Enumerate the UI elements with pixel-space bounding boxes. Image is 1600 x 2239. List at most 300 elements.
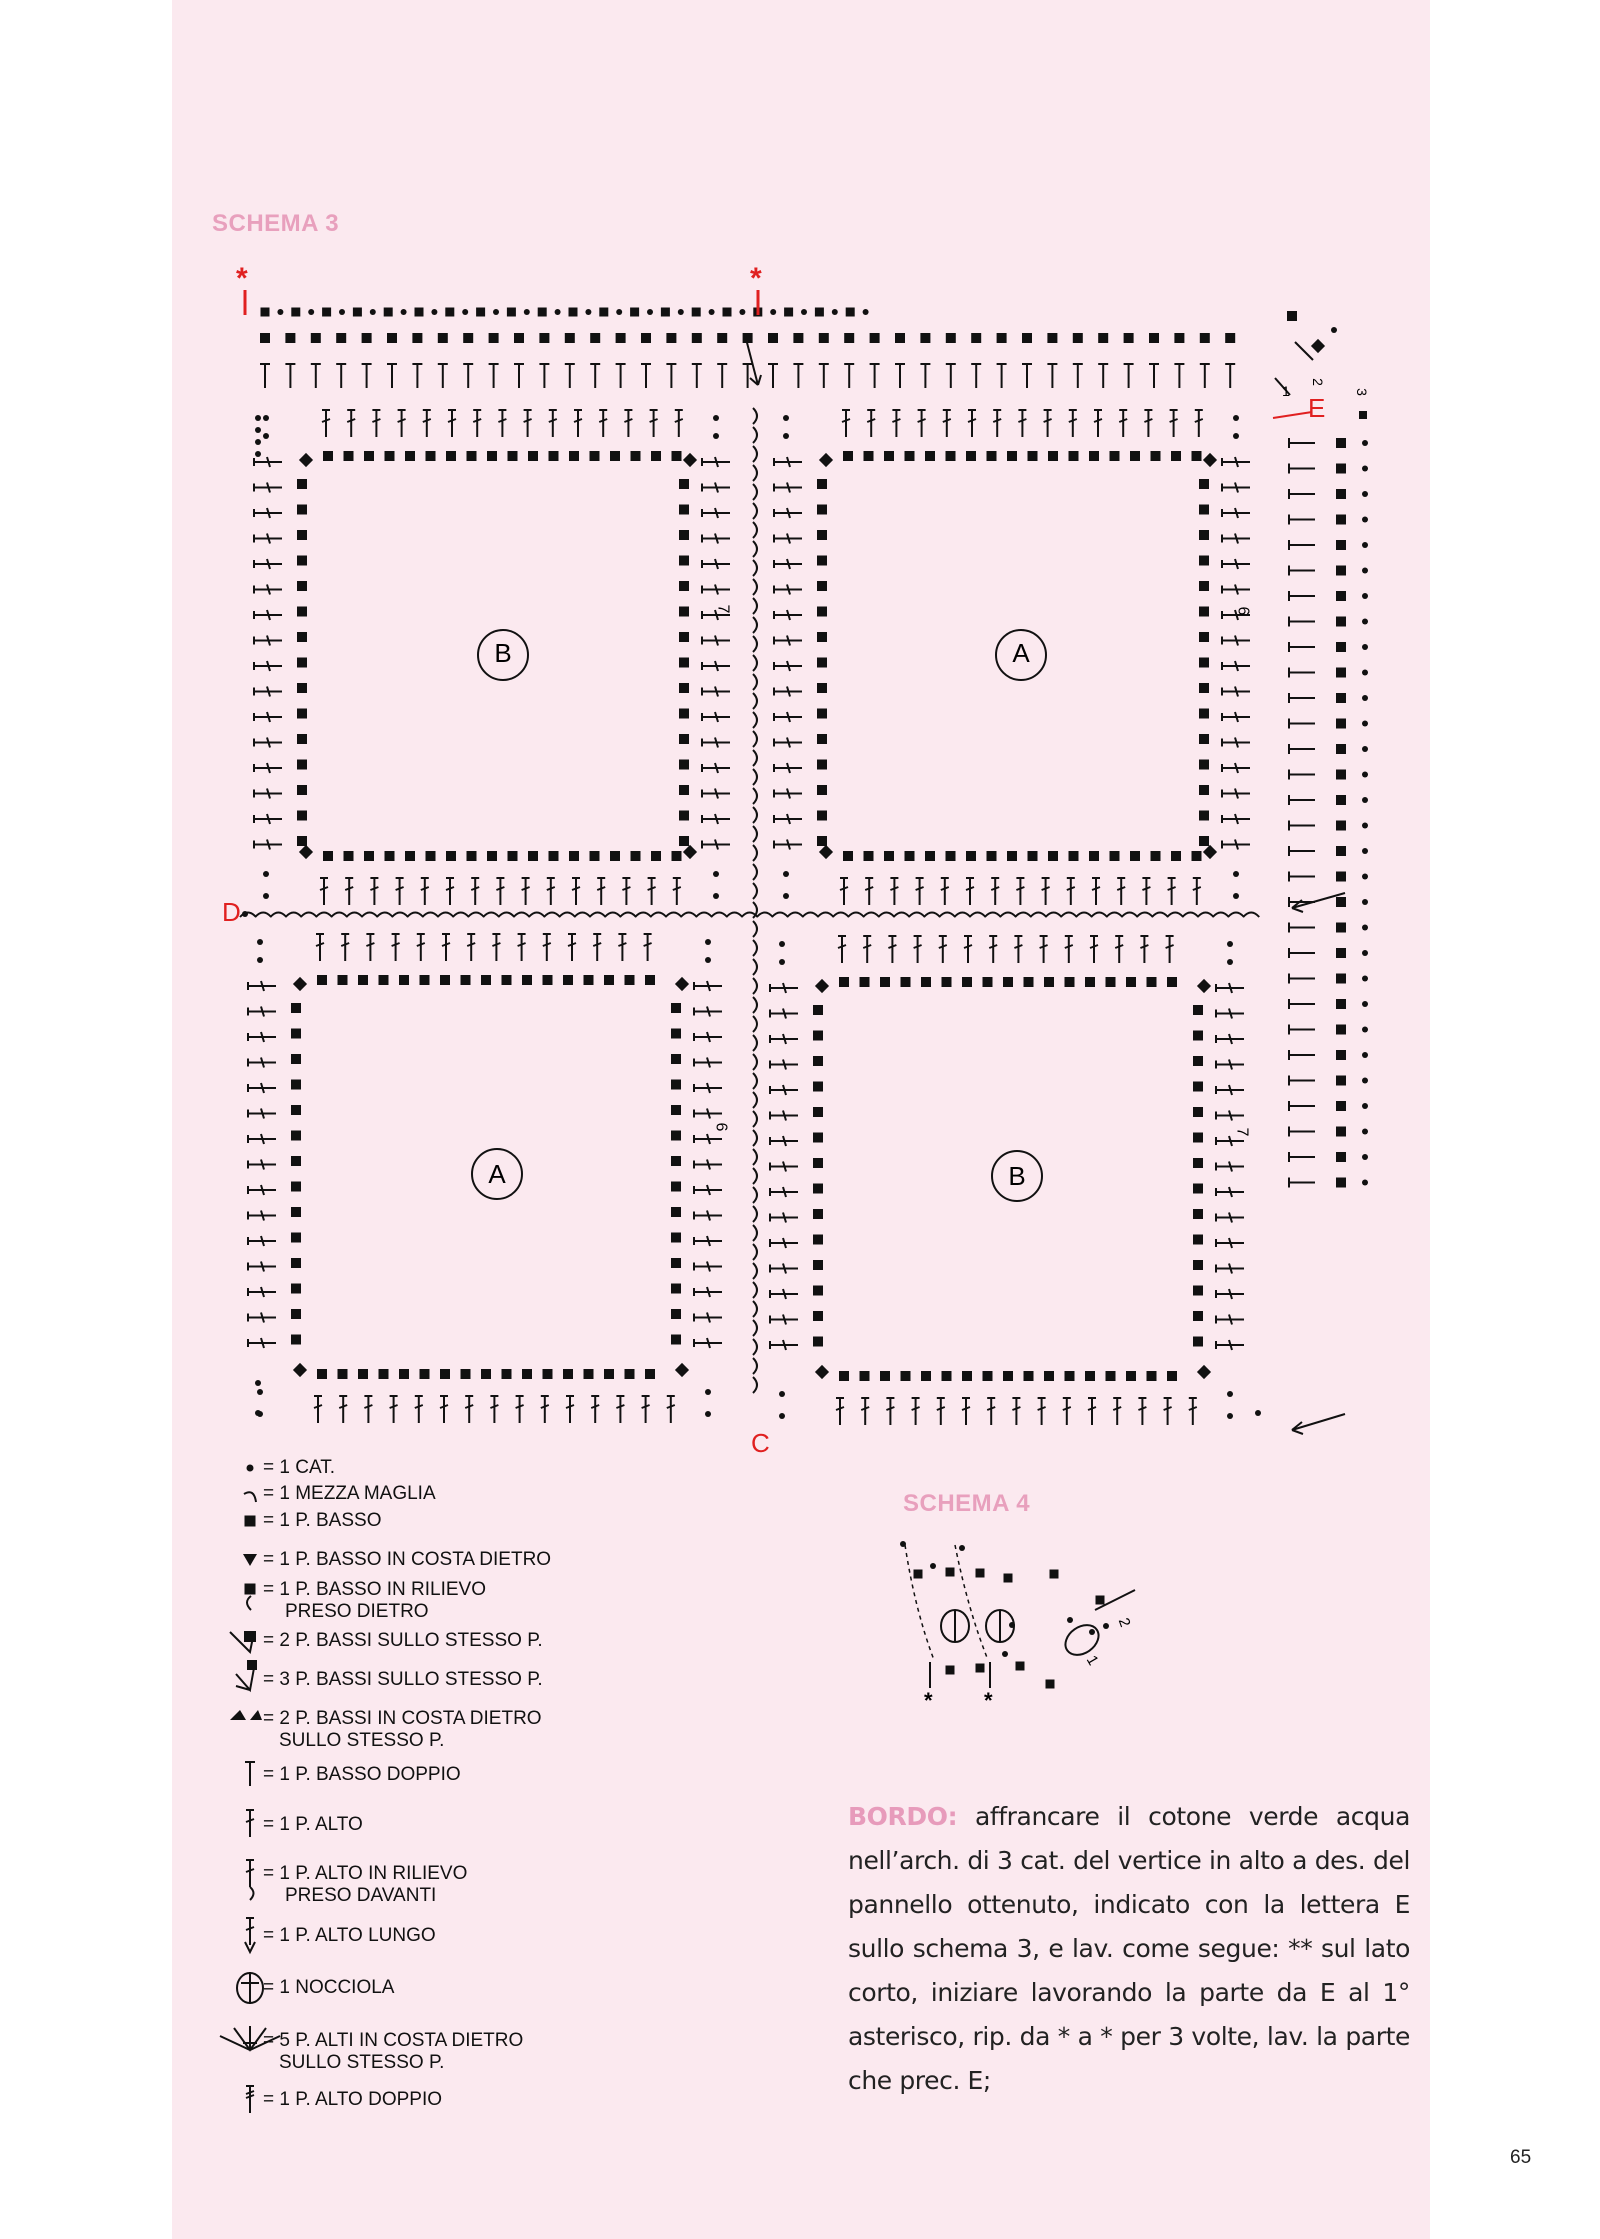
sc-square <box>987 851 997 861</box>
sc-square <box>297 658 307 668</box>
legend-item-two-back-loop-sc: = 2 P. BASSI IN COSTA DIETRO SULLO STESSO P. <box>263 1708 542 1751</box>
sc-square <box>1124 333 1134 343</box>
slip-stitch-arc-v <box>753 655 757 671</box>
sc-square <box>817 607 827 617</box>
legend-item-single-crochet: = 1 P. BASSO <box>263 1510 382 1531</box>
slip-stitch-arc <box>422 913 438 918</box>
dc-cross <box>918 419 926 422</box>
slip-stitch-arc <box>1106 913 1122 918</box>
hdc-symbol <box>997 364 1007 388</box>
dc-symbol <box>1069 410 1077 437</box>
sc-square <box>1130 851 1140 861</box>
dc-symbol <box>1040 936 1048 963</box>
dc-cross <box>648 887 656 890</box>
chain-dot <box>832 309 838 315</box>
hdc-symbol-h <box>1289 770 1315 780</box>
sc-square <box>1028 851 1038 861</box>
sc-square <box>1336 1152 1346 1162</box>
legend-front-post-hook <box>250 1887 254 1900</box>
sc-square <box>813 1031 823 1041</box>
sc-square <box>1336 1050 1346 1060</box>
dc-symbol-h <box>1216 1060 1244 1070</box>
chain-dot <box>705 957 711 963</box>
sc-square <box>549 851 559 861</box>
dc-cross <box>549 419 557 422</box>
hdc-symbol-h <box>1289 1025 1315 1035</box>
sc-square <box>671 1131 681 1141</box>
sc-square <box>1193 1056 1203 1066</box>
dc-symbol <box>246 1918 254 1945</box>
dc-symbol <box>1195 410 1203 437</box>
sc-square <box>671 1309 681 1319</box>
sc-square <box>723 308 732 317</box>
sc-square <box>860 977 870 987</box>
dc-symbol-h <box>770 1034 798 1044</box>
chain-dot <box>1362 644 1368 650</box>
slip-stitch-arc <box>559 913 575 918</box>
hdc-symbol-h <box>1289 617 1315 627</box>
sc-square <box>1199 785 1209 795</box>
sc-square <box>336 333 346 343</box>
dc-symbol-h <box>702 534 730 544</box>
dc-symbol-h <box>702 814 730 824</box>
dc-cross <box>1038 1407 1046 1410</box>
dc-cross <box>1170 419 1178 422</box>
dc-cross <box>541 1405 549 1408</box>
sc-square <box>813 1056 823 1066</box>
legend-item-long-dc: = 1 P. ALTO LUNGO <box>263 1925 436 1946</box>
direction-arrow <box>1292 1414 1345 1430</box>
dc-cross <box>675 419 683 422</box>
slip-stitch-arc-v <box>753 978 757 994</box>
sc-square <box>1199 479 1209 489</box>
sc-square <box>1106 1371 1116 1381</box>
hdc-symbol-h <box>1289 566 1315 576</box>
sc-square <box>1106 977 1116 987</box>
slip-stitch-arc <box>286 913 302 918</box>
sc-square <box>338 975 348 985</box>
sc-square <box>1151 851 1161 861</box>
dc-symbol <box>648 878 656 905</box>
hdc-symbol-h <box>1289 1076 1315 1086</box>
sc-square <box>487 451 497 461</box>
sc-square <box>679 683 689 693</box>
dc-symbol <box>1042 878 1050 905</box>
sc-square <box>297 734 307 744</box>
hdc-symbol <box>311 364 321 388</box>
dc-symbol-h <box>1216 1315 1244 1325</box>
sc-square <box>1336 1076 1346 1086</box>
dc-cross <box>591 1405 599 1408</box>
chain-dot <box>1233 433 1239 439</box>
dc-cross <box>421 887 429 890</box>
dc-symbol-h <box>1216 1340 1244 1350</box>
sc-square <box>971 333 981 343</box>
dc-symbol <box>316 934 324 961</box>
chain-dot <box>779 1391 785 1397</box>
slip-stitch-arc <box>954 913 970 918</box>
asterisk-marker-1: * <box>236 262 248 295</box>
dc-symbol-h <box>254 687 282 697</box>
dc-symbol-h <box>1222 814 1250 824</box>
sc-square <box>884 451 894 461</box>
sc-square <box>1199 683 1209 693</box>
dc-symbol <box>446 878 454 905</box>
sc-square <box>895 333 905 343</box>
dc-symbol <box>246 2086 254 2113</box>
dc-symbol-h <box>248 1083 276 1093</box>
sc-square <box>481 975 491 985</box>
legend-three-sc-square <box>247 1660 257 1670</box>
sc-square <box>291 1284 301 1294</box>
sc-square <box>813 1209 823 1219</box>
sc-square <box>671 1054 681 1064</box>
sc-square <box>671 1233 681 1243</box>
dc-symbol <box>496 878 504 905</box>
sc-square <box>1130 451 1140 461</box>
slip-stitch-arc-v <box>753 1073 757 1089</box>
sc-square <box>461 975 471 985</box>
slip-stitch-arc-v <box>753 1035 757 1051</box>
dc-symbol-h <box>770 1060 798 1070</box>
dc-cross <box>1016 887 1024 890</box>
slip-stitch-arc <box>1167 913 1183 918</box>
hdc-symbol-h <box>1289 974 1315 984</box>
sc-square <box>1028 451 1038 461</box>
dc-cross <box>364 1405 372 1408</box>
slip-stitch-arc <box>1213 913 1229 918</box>
hdc-symbol <box>920 364 930 388</box>
dc-symbol <box>572 878 580 905</box>
sc-square <box>508 451 518 461</box>
slip-stitch-arc <box>590 913 606 918</box>
chain-dot <box>255 451 261 457</box>
slip-stitch-arc-v <box>753 674 757 690</box>
dc-cross <box>316 943 324 946</box>
dc-symbol <box>840 878 848 905</box>
dc-cross <box>490 1405 498 1408</box>
sc-square <box>717 333 727 343</box>
chain-dot <box>247 1465 254 1472</box>
dc-cross <box>498 419 506 422</box>
dc-symbol <box>1092 878 1100 905</box>
hdc-symbol <box>590 364 600 388</box>
dc-cross <box>650 419 658 422</box>
dc-cross <box>890 887 898 890</box>
dc-cross <box>366 943 374 946</box>
sc-square <box>1199 734 1209 744</box>
dashed-guide <box>905 1545 988 1660</box>
sc-square <box>671 1105 681 1115</box>
slip-stitch-arc-v <box>753 1358 757 1374</box>
sc-square <box>817 811 827 821</box>
dc-symbol-h <box>774 763 802 773</box>
sc-square <box>1336 872 1346 882</box>
sc-square <box>297 785 307 795</box>
chain-dot <box>585 309 591 315</box>
dc-symbol-h <box>774 559 802 569</box>
sc-square <box>543 975 553 985</box>
sc-square <box>817 836 827 846</box>
dc-symbol-h <box>694 1338 722 1348</box>
sc-square <box>1192 851 1202 861</box>
sc-square <box>1336 744 1346 754</box>
dc-symbol <box>322 410 330 437</box>
hdc-symbol-h <box>1289 719 1315 729</box>
sc-square <box>358 975 368 985</box>
slip-stitch-arc <box>270 913 286 918</box>
sc-square <box>671 1284 681 1294</box>
sc-square <box>813 1286 823 1296</box>
sc-square <box>297 836 307 846</box>
dc-symbol <box>490 1396 498 1423</box>
sc-square <box>946 451 956 461</box>
sc-square <box>1193 1107 1203 1117</box>
legend-item-treble: = 1 P. ALTO DOPPIO <box>263 2089 443 2110</box>
sc-square <box>819 333 829 343</box>
dc-cross <box>993 419 1001 422</box>
dc-symbol-h <box>774 610 802 620</box>
dc-symbol <box>1193 878 1201 905</box>
dc-symbol <box>863 936 871 963</box>
sc-square <box>672 851 682 861</box>
schema4-asterisk-2: * <box>984 1688 993 1713</box>
dc-symbol <box>1164 1398 1172 1425</box>
sc-square <box>1336 1101 1346 1111</box>
hdc-symbol <box>971 364 981 388</box>
dc-cross <box>246 1869 254 1872</box>
dc-symbol-h <box>694 1058 722 1068</box>
sc-square <box>1193 1311 1203 1321</box>
dc-symbol-h <box>694 1109 722 1119</box>
sc-square <box>817 632 827 642</box>
slip-stitch-arc-v <box>753 1016 757 1032</box>
chain-dot <box>1362 568 1368 574</box>
sc-square <box>405 851 415 861</box>
chain-dot <box>770 309 776 315</box>
slip-stitch-arc <box>818 913 834 918</box>
hdc-symbol-h <box>1289 821 1315 831</box>
dc-symbol-h <box>254 814 282 824</box>
chain-dot <box>783 893 789 899</box>
sc-square <box>412 333 422 343</box>
dc-symbol <box>593 934 601 961</box>
slip-stitch-arc-v <box>753 997 757 1013</box>
sc-square <box>1193 1209 1203 1219</box>
hdc-symbol-h <box>1289 668 1315 678</box>
dc-cross <box>1138 1407 1146 1410</box>
sc-square <box>962 977 972 987</box>
hdc-symbol-h <box>1289 693 1315 703</box>
dc-symbol-h <box>1216 1187 1244 1197</box>
dc-cross <box>423 419 431 422</box>
dc-cross <box>1012 1407 1020 1410</box>
sc-square <box>1004 1574 1013 1583</box>
slip-stitch-arc <box>635 913 651 918</box>
dc-symbol-h <box>774 789 802 799</box>
sc-square <box>768 333 778 343</box>
dc-cross <box>644 943 652 946</box>
dc-symbol-h <box>694 981 722 991</box>
sc-square <box>590 451 600 461</box>
slip-stitch-arc <box>301 913 317 918</box>
dc-symbol <box>941 878 949 905</box>
chain-dot <box>713 893 719 899</box>
row-number-6-top: 6 <box>1234 606 1252 616</box>
hdc-symbol-h <box>1289 540 1315 550</box>
sc-square <box>364 851 374 861</box>
dc-symbol <box>991 878 999 905</box>
slip-stitch-arc-v <box>753 1130 757 1146</box>
chain-dot <box>616 309 622 315</box>
sc-square <box>1199 505 1209 515</box>
sc-square <box>914 1570 923 1579</box>
chain-dot <box>524 309 530 315</box>
dc-cross <box>916 887 924 890</box>
chain-dot <box>705 1389 711 1395</box>
dc-symbol <box>524 410 532 437</box>
dc-symbol-h <box>254 840 282 850</box>
slip-stitch-arc-v <box>753 522 757 538</box>
sc-square <box>813 1184 823 1194</box>
sc-square <box>399 1369 409 1379</box>
sc-square <box>297 530 307 540</box>
sc-square <box>616 333 626 343</box>
sc-square <box>1003 1371 1013 1381</box>
sc-square <box>870 333 880 343</box>
sc-square <box>817 556 827 566</box>
sc-square <box>1069 451 1079 461</box>
dc-symbol-h <box>254 457 282 467</box>
chain-dot <box>1331 327 1337 333</box>
hdc-symbol <box>692 364 702 388</box>
chain-dot <box>678 309 684 315</box>
sc-square <box>793 333 803 343</box>
dc-symbol-h <box>248 1160 276 1170</box>
dc-cross <box>962 1407 970 1410</box>
sc-square <box>604 1369 614 1379</box>
dc-symbol <box>836 1398 844 1425</box>
dc-symbol <box>865 878 873 905</box>
hdc-symbol <box>793 364 803 388</box>
dc-symbol <box>842 410 850 437</box>
sc-square <box>1199 658 1209 668</box>
dc-symbol <box>339 1396 347 1423</box>
dc-symbol <box>624 410 632 437</box>
sc-square <box>1085 977 1095 987</box>
dc-symbol <box>440 1396 448 1423</box>
sc-square <box>679 505 689 515</box>
sc-square <box>679 760 689 770</box>
slip-stitch-arc-v <box>753 579 757 595</box>
dc-symbol <box>549 410 557 437</box>
chain-dot <box>263 415 269 421</box>
dc-symbol <box>599 410 607 437</box>
dc-cross <box>1018 419 1026 422</box>
dc-symbol <box>616 1396 624 1423</box>
slip-stitch-arc <box>1061 913 1077 918</box>
dc-cross <box>1092 887 1100 890</box>
sc-square <box>679 836 689 846</box>
slip-stitch-arc <box>438 913 454 918</box>
sc-square <box>1089 451 1099 461</box>
schema-4-chart <box>900 1541 1135 1689</box>
sc-square <box>291 1258 301 1268</box>
dc-symbol-h <box>254 712 282 722</box>
dc-symbol <box>415 1396 423 1423</box>
slip-stitch-arc-v <box>753 1187 757 1203</box>
dc-symbol-h <box>694 1032 722 1042</box>
dc-symbol-h <box>770 1238 798 1248</box>
hdc-symbol <box>1149 364 1159 388</box>
sc-square <box>1089 851 1099 861</box>
legend-item-half-double: = 1 P. BASSO DOPPIO <box>263 1764 461 1785</box>
sc-square <box>563 1369 573 1379</box>
sc-square <box>1171 851 1181 861</box>
schema-4-title: SCHEMA 4 <box>903 1490 1031 1517</box>
dc-symbol <box>417 934 425 961</box>
dc-cross <box>345 887 353 890</box>
sc-square <box>528 451 538 461</box>
sc-square <box>1199 709 1209 719</box>
chain-dot <box>1362 542 1368 548</box>
hdc-symbol <box>1022 364 1032 388</box>
slip-stitch-arc <box>909 913 925 918</box>
dc-symbol <box>912 1398 920 1425</box>
sc-square <box>291 1080 301 1090</box>
sc-square <box>323 851 333 861</box>
sc-square <box>440 1369 450 1379</box>
dc-symbol <box>398 410 406 437</box>
chain-dot <box>713 871 719 877</box>
slip-stitch-arc-v <box>753 1301 757 1317</box>
dc-symbol-h <box>1222 789 1250 799</box>
slip-stitch-arc-v <box>753 1054 757 1070</box>
chain-dot <box>1362 1154 1368 1160</box>
dc-cross <box>987 1407 995 1410</box>
sc-square <box>844 333 854 343</box>
chain-dot <box>1362 899 1368 905</box>
sc-square <box>817 479 827 489</box>
sc-square <box>522 1369 532 1379</box>
legend-two-sc-square <box>244 1631 256 1642</box>
sc-square <box>946 333 956 343</box>
dc-symbol-h <box>1222 559 1250 569</box>
slip-stitch-arc <box>772 913 788 918</box>
sc-square <box>671 1258 681 1268</box>
sc-square <box>1200 333 1210 343</box>
sc-square <box>1193 1337 1203 1347</box>
chain-dot <box>1362 874 1368 880</box>
sc-square <box>1287 311 1297 321</box>
sc-square <box>679 811 689 821</box>
hdc-symbol <box>616 364 626 388</box>
dc-cross <box>1113 1407 1121 1410</box>
dc-symbol-h <box>702 483 730 493</box>
slip-stitch-arc <box>1091 913 1107 918</box>
slip-stitch-arc <box>362 913 378 918</box>
dc-symbol <box>1014 936 1022 963</box>
dc-symbol <box>1044 410 1052 437</box>
sc-square <box>630 308 639 317</box>
dc-symbol-h <box>1222 687 1250 697</box>
dc-symbol-h <box>770 1162 798 1172</box>
slip-stitch-arc-v <box>753 503 757 519</box>
chain-dot <box>783 415 789 421</box>
sc-square <box>925 451 935 461</box>
dc-cross <box>1090 945 1098 948</box>
dc-symbol-h <box>1216 1162 1244 1172</box>
